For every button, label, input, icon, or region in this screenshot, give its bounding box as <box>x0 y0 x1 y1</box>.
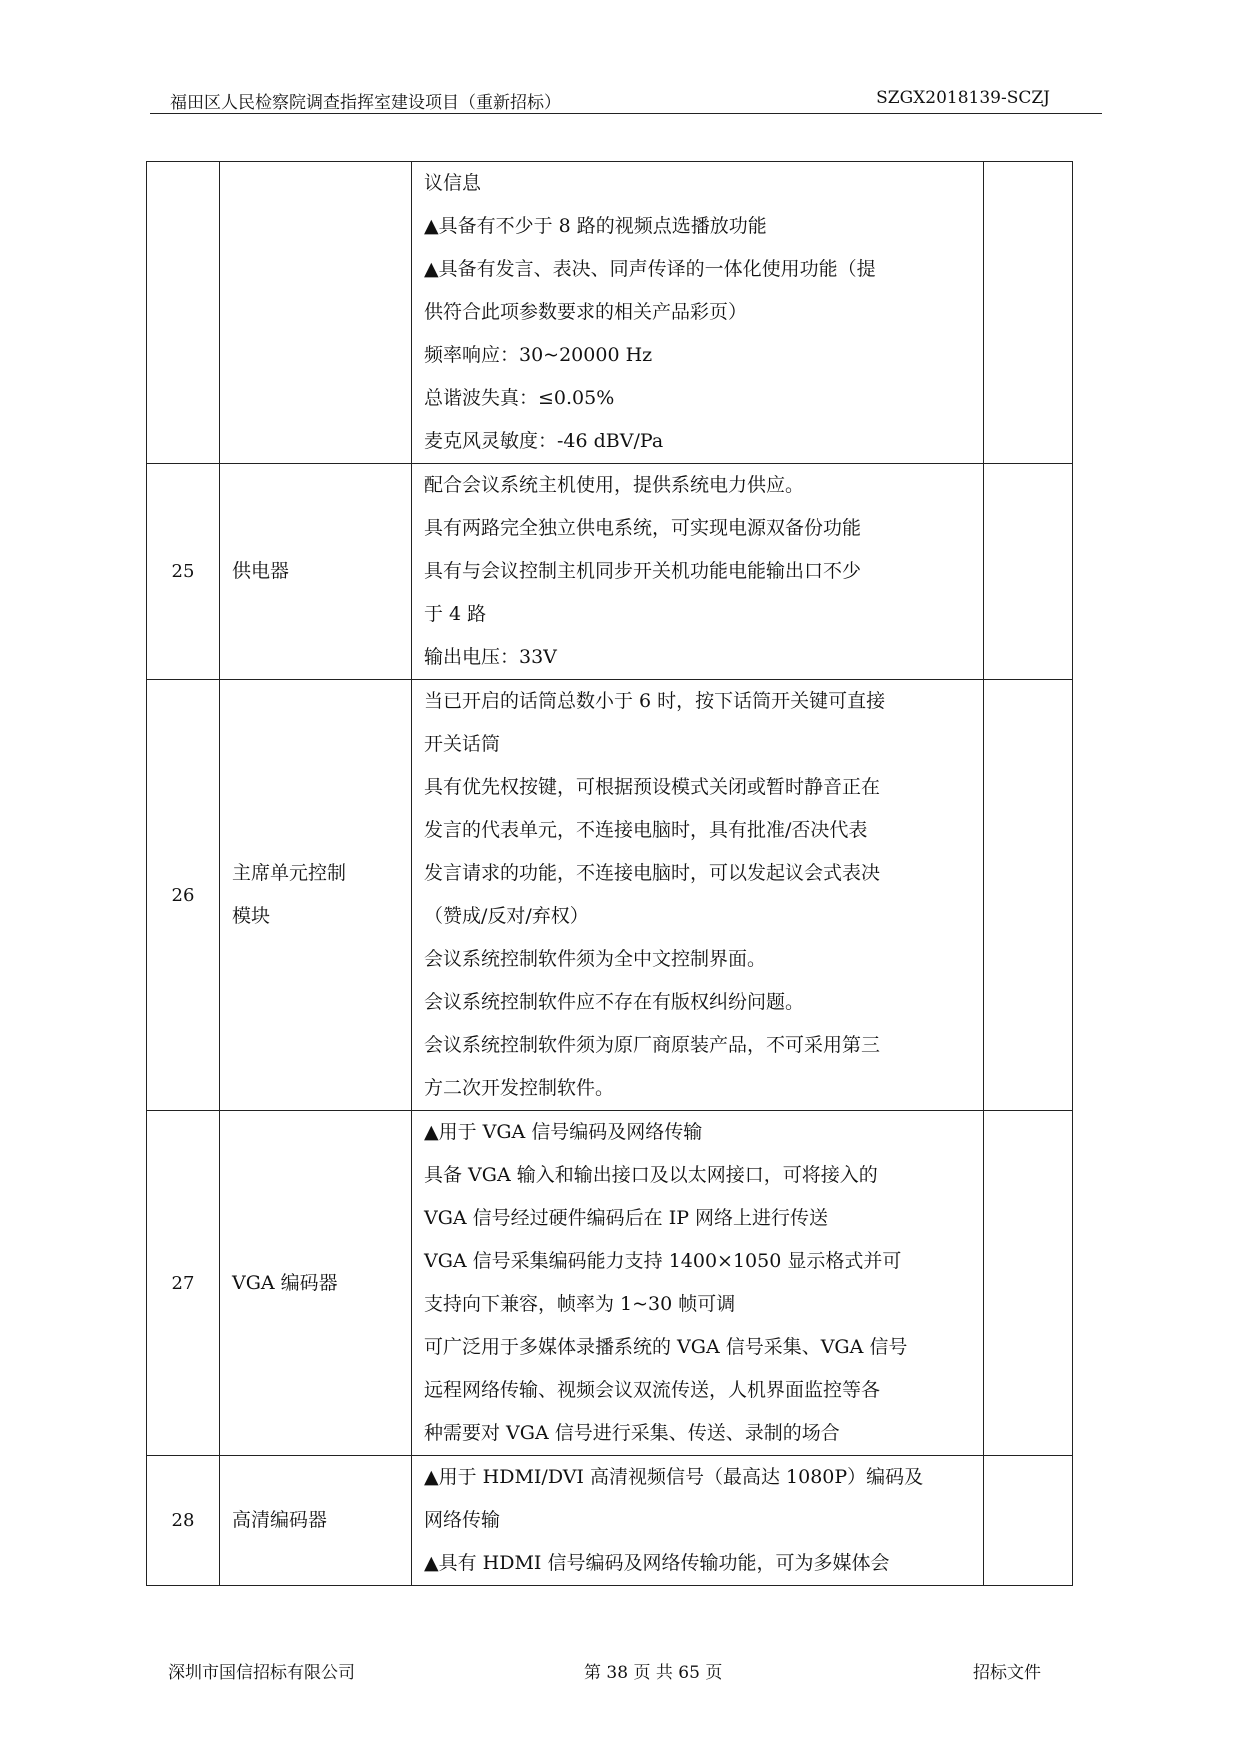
spec-line: 频率响应：30~20000 Hz <box>424 344 653 366</box>
spec-line: 当已开启的话筒总数小于 6 时，按下话筒开关键可直接 <box>424 690 886 712</box>
item-name-line: 主席单元控制 <box>232 862 347 884</box>
table-row <box>147 1111 1073 1456</box>
remarks-cell <box>984 162 1073 464</box>
spec-line: 会议系统控制软件应不存在有版权纠纷问题。 <box>424 991 805 1013</box>
remarks-cell <box>984 1456 1073 1586</box>
item-name <box>220 464 412 680</box>
spec-line: 麦克风灵敏度：-46 dBV/Pa <box>424 430 664 452</box>
project-title: 福田区人民检察院调查指挥室建设项目（重新招标） <box>170 93 561 113</box>
item-name <box>220 1456 412 1586</box>
spec-line: 网络传输 <box>424 1509 501 1531</box>
item-name <box>220 680 412 1111</box>
spec-line: 配合会议系统主机使用，提供系统电力供应。 <box>424 474 805 496</box>
item-name <box>220 162 412 464</box>
spec-line: 具备 VGA 输入和输出接口及以太网接口，可将接入的 <box>424 1164 878 1186</box>
item-number: 28 <box>147 1456 220 1586</box>
item-name-line: 高清编码器 <box>232 1509 328 1531</box>
spec-line: 总谐波失真：≤0.05% <box>424 387 615 409</box>
item-name-line: 供电器 <box>232 560 290 582</box>
spec-table <box>146 161 1073 1586</box>
table-row <box>147 1456 1073 1586</box>
table-row <box>147 464 1073 680</box>
item-spec <box>412 680 984 1111</box>
item-number <box>147 162 220 464</box>
item-spec <box>412 1456 984 1586</box>
spec-line: ▲用于 HDMI/DVI 高清视频信号（最高达 1080P）编码及 <box>424 1466 924 1488</box>
spec-line: 支持向下兼容，帧率为 1~30 帧可调 <box>424 1293 736 1315</box>
spec-line: 议信息 <box>424 172 482 194</box>
item-spec <box>412 162 984 464</box>
spec-line: ▲具备有发言、表决、同声传译的一体化使用功能（提 <box>424 258 876 280</box>
spec-line: 输出电压：33V <box>424 646 557 668</box>
spec-line: 开关话筒 <box>424 733 501 755</box>
spec-line: 于 4 路 <box>424 603 487 625</box>
spec-line: ▲具有 HDMI 信号编码及网络传输功能，可为多媒体会 <box>424 1552 890 1574</box>
footer-doc-type: 招标文件 <box>973 1663 1041 1683</box>
remarks-cell <box>984 1111 1073 1456</box>
table-row <box>147 162 1073 464</box>
table-row <box>147 680 1073 1111</box>
item-name <box>220 1111 412 1456</box>
footer-company: 深圳市国信招标有限公司 <box>168 1663 355 1683</box>
spec-line: 种需要对 VGA 信号进行采集、传送、录制的场合 <box>424 1422 840 1444</box>
spec-line: 可广泛用于多媒体录播系统的 VGA 信号采集、VGA 信号 <box>424 1336 908 1358</box>
item-number: 26 <box>147 680 220 1111</box>
footer-page-number: 第 38 页 共 65 页 <box>584 1663 723 1683</box>
spec-line: 会议系统控制软件须为全中文控制界面。 <box>424 948 767 970</box>
spec-line: VGA 信号采集编码能力支持 1400×1050 显示格式并可 <box>424 1250 902 1272</box>
spec-line: （赞成/反对/弃权） <box>424 905 589 927</box>
spec-line: 发言的代表单元，不连接电脑时，具有批准/否决代表 <box>424 819 868 841</box>
item-name-line: 模块 <box>232 905 271 927</box>
header-divider <box>150 113 1102 114</box>
project-code: SZGX2018139-SCZJ <box>876 88 1050 108</box>
spec-line: 方二次开发控制软件。 <box>424 1077 615 1099</box>
spec-line: 发言请求的功能，不连接电脑时，可以发起议会式表决 <box>424 862 881 884</box>
spec-line: VGA 信号经过硬件编码后在 IP 网络上进行传送 <box>424 1207 829 1229</box>
item-name-line: VGA 编码器 <box>232 1271 338 1294</box>
spec-line: ▲具备有不少于 8 路的视频点选播放功能 <box>424 215 767 237</box>
item-number: 27 <box>147 1111 220 1456</box>
item-number: 25 <box>147 464 220 680</box>
spec-line: 具有与会议控制主机同步开关机功能电能输出口不少 <box>424 560 862 582</box>
spec-line: 供符合此项参数要求的相关产品彩页） <box>424 301 748 323</box>
item-spec <box>412 464 984 680</box>
page-header <box>150 88 1090 114</box>
spec-line: ▲用于 VGA 信号编码及网络传输 <box>424 1121 703 1143</box>
spec-line: 会议系统控制软件须为原厂商原装产品，不可采用第三 <box>424 1034 881 1056</box>
spec-line: 具有优先权按键，可根据预设模式关闭或暂时静音正在 <box>424 776 881 798</box>
remarks-cell <box>984 464 1073 680</box>
spec-line: 具有两路完全独立供电系统，可实现电源双备份功能 <box>424 517 862 539</box>
spec-line: 远程网络传输、视频会议双流传送，人机界面监控等各 <box>424 1379 881 1401</box>
remarks-cell <box>984 680 1073 1111</box>
item-spec <box>412 1111 984 1456</box>
